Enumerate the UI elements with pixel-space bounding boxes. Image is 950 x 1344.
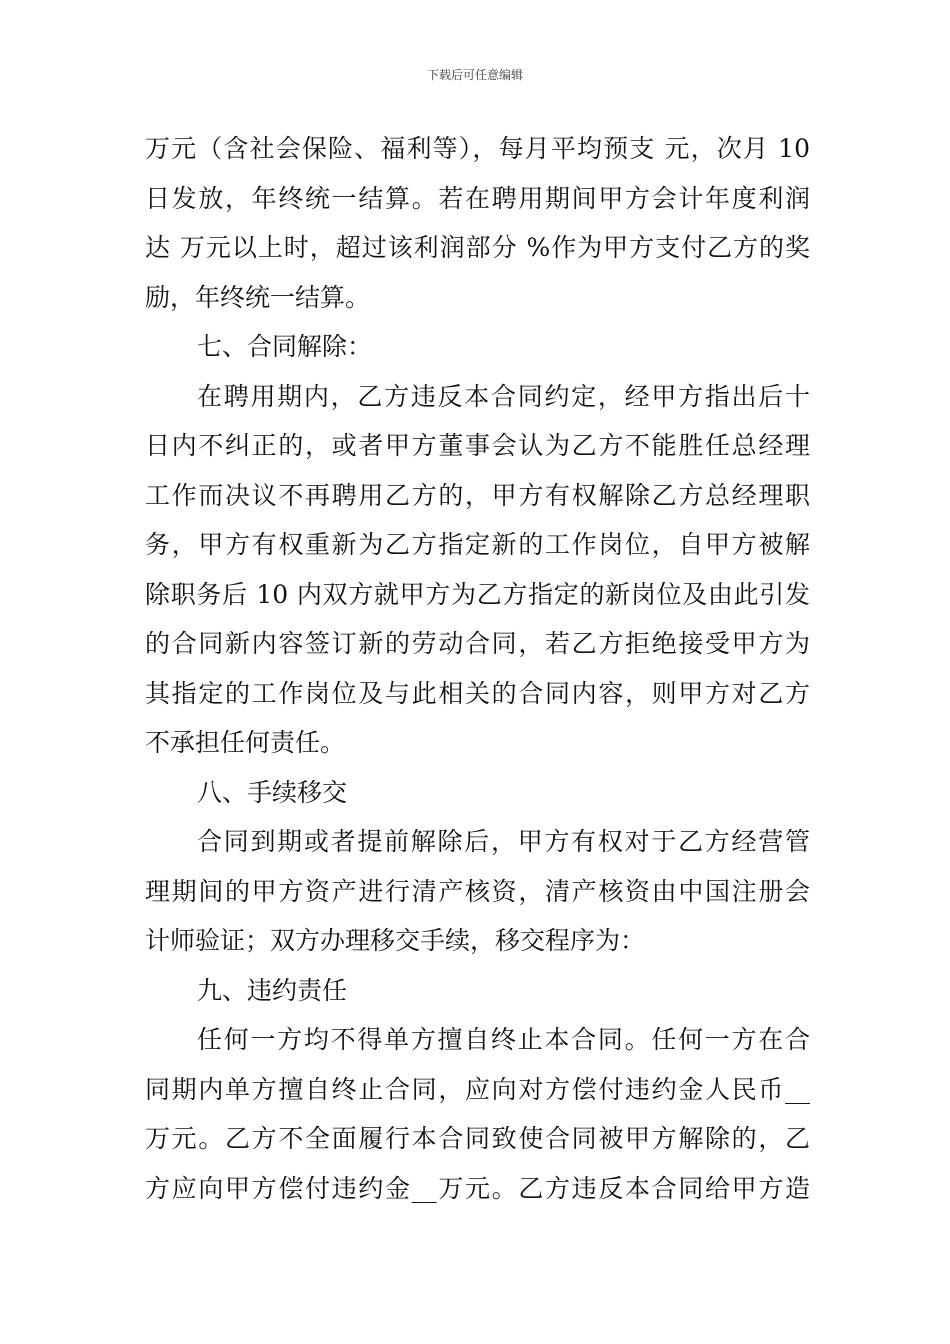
text-line: 万元（含社会保险、福利等），每月平均预支 元，次月 10 <box>145 134 810 163</box>
text-line: 除职务后 10 内双方就甲方为乙方指定的新岗位及由此引发 <box>145 579 810 609</box>
text-line: 合同到期或者提前解除后，甲方有权对于乙方经营管 <box>197 827 810 856</box>
text-line: 工作而决议不再聘用乙方的，甲方有权解除乙方总经理职 <box>145 480 810 510</box>
text-line: 日发放，年终统一结算。若在聘用期间甲方会计年度利润 <box>145 183 810 213</box>
text-line: 计师验证；双方办理移交手续，移交程序为： <box>145 926 646 955</box>
text-line: 的合同新内容签订新的劳动合同，若乙方拒绝接受甲方为 <box>145 629 810 658</box>
text-line: 任何一方均不得单方擅自终止本合同。任何一方在合 <box>197 1025 810 1054</box>
document-body <box>145 124 810 1213</box>
text-line: 方应向甲方偿付违约金__万元。乙方违反本合同给甲方造 <box>145 1173 810 1203</box>
section-heading: 九、违约责任 <box>197 975 348 1005</box>
text-line: 达 万元以上时，超过该利润部分 %作为甲方支付乙方的奖 <box>145 233 810 262</box>
text-line: 理期间的甲方资产进行清产核资，清产核资由中国注册会 <box>145 876 810 906</box>
text-line: 务，甲方有权重新为乙方指定新的工作岗位，自甲方被解 <box>145 530 810 559</box>
text-line: 万元。乙方不全面履行本合同致使合同被甲方解除的，乙 <box>145 1124 810 1153</box>
text-line: 励，年终统一结算。 <box>145 282 371 312</box>
text-line: 其指定的工作岗位及与此相关的合同内容，则甲方对乙方 <box>145 678 810 708</box>
section-heading: 七、合同解除： <box>197 332 373 361</box>
page-header: 下载后可任意编辑 <box>426 68 523 82</box>
text-line: 同期内单方擅自终止合同，应向对方偿付违约金人民币__ <box>145 1074 810 1104</box>
text-line: 在聘用期内，乙方违反本合同约定，经甲方指出后十 <box>197 381 810 411</box>
section-heading: 八、手续移交 <box>197 777 348 807</box>
text-line: 日内不纠正的，或者甲方董事会认为乙方不能胜任总经理 <box>145 431 810 460</box>
text-line: 不承担任何责任。 <box>145 728 346 757</box>
